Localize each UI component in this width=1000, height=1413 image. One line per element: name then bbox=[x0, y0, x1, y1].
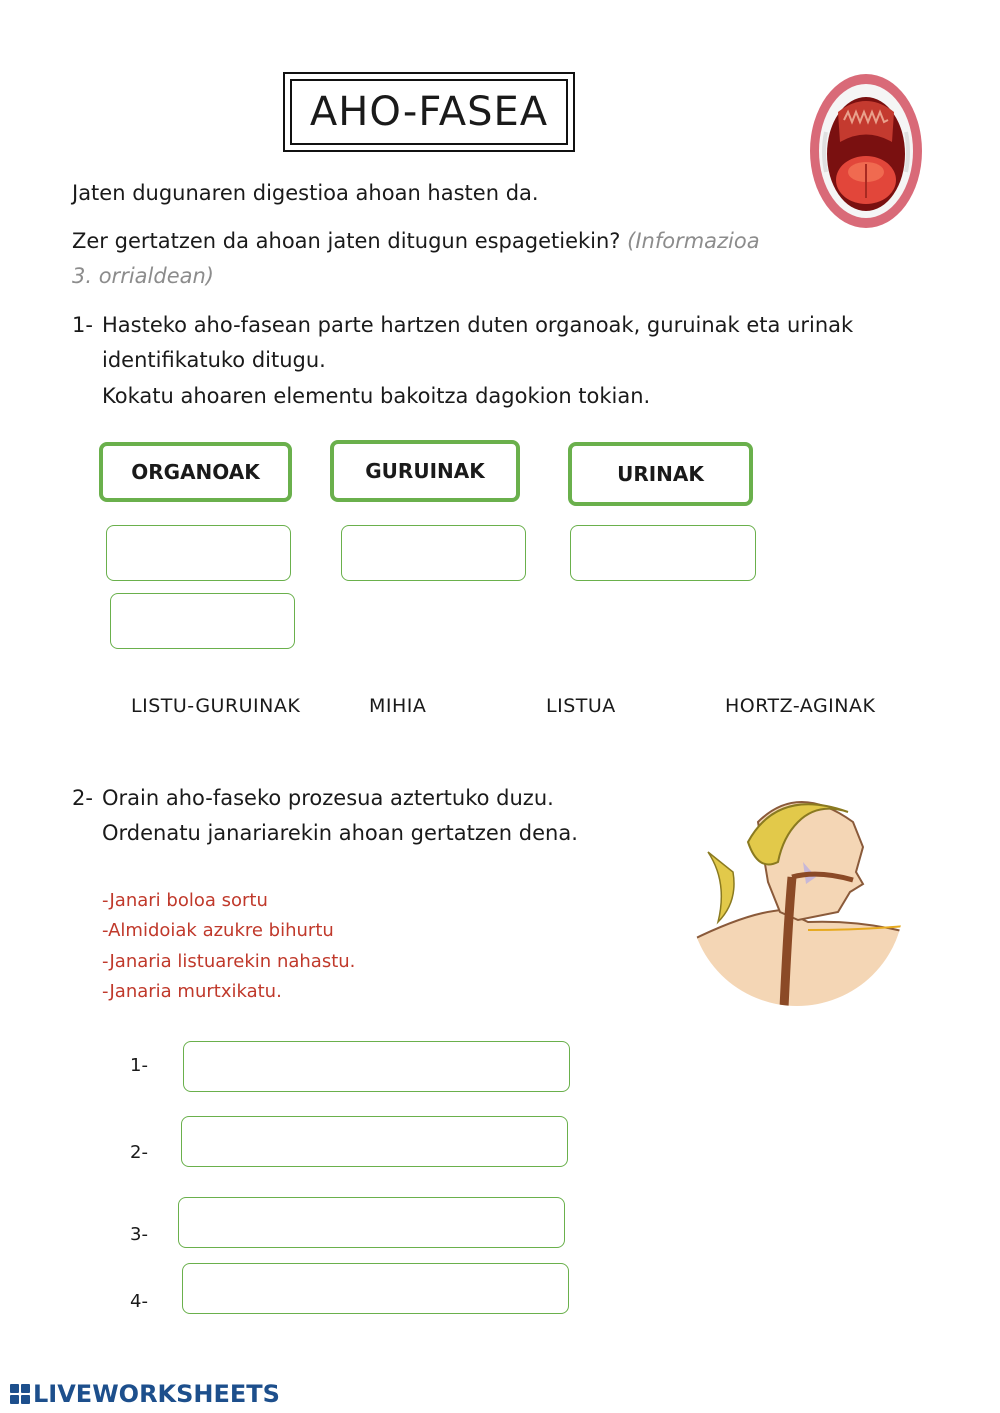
word-listu-guruinak[interactable]: LISTU-GURUINAK bbox=[131, 695, 301, 717]
section1-line1: Hasteko aho-fasean parte hartzen duten organoak, guruinak eta urinak bbox=[102, 313, 854, 337]
answer-number-1: 1- bbox=[130, 1055, 148, 1076]
section1-line3: Kokatu ahoaren elementu bakoitza dagokion tokian. bbox=[102, 384, 651, 408]
section2-number: 2- bbox=[72, 786, 93, 810]
option-4[interactable]: -Janaria murtxikatu. bbox=[102, 981, 282, 1002]
answer-box-4[interactable] bbox=[182, 1263, 569, 1314]
intro-question bbox=[72, 224, 760, 259]
intro-line: Jaten dugunaren digestioa ahoan hasten da. bbox=[72, 181, 539, 205]
title-frame bbox=[283, 72, 575, 152]
drop-zone-organoak-1[interactable] bbox=[106, 525, 291, 581]
section2-line1: Orain aho-faseko prozesua aztertuko duzu. bbox=[102, 786, 554, 810]
answer-box-2[interactable] bbox=[181, 1116, 568, 1167]
digestion-head-illustration bbox=[688, 792, 906, 1008]
logo-text: LIVEWORKSHEETS bbox=[33, 1380, 280, 1408]
answer-number-2: 2- bbox=[130, 1142, 148, 1163]
hint-text-continued: 3. orrialdean) bbox=[72, 264, 214, 288]
option-1[interactable]: -Janari boloa sortu bbox=[102, 890, 268, 911]
category-urinak: URINAK bbox=[568, 442, 753, 506]
page-title: AHO-FASEA bbox=[290, 79, 568, 145]
mouth-illustration bbox=[808, 72, 924, 230]
answer-box-3[interactable] bbox=[178, 1197, 565, 1248]
question-text: Zer gertatzen da ahoan jaten ditugun espagetiekin? bbox=[72, 229, 621, 253]
section1-number: 1- bbox=[72, 313, 93, 337]
drop-zone-urinak[interactable] bbox=[570, 525, 756, 581]
drop-zone-organoak-2[interactable] bbox=[110, 593, 295, 649]
word-listua[interactable]: LISTUA bbox=[546, 695, 616, 717]
word-hortz-aginak[interactable]: HORTZ-AGINAK bbox=[725, 695, 876, 717]
section1-line2: identifikatuko ditugu. bbox=[102, 348, 326, 372]
answer-number-4: 4- bbox=[130, 1291, 148, 1312]
category-organoak: ORGANOAK bbox=[99, 442, 292, 502]
word-mihia[interactable]: MIHIA bbox=[369, 695, 427, 717]
drop-zone-guruinak[interactable] bbox=[341, 525, 526, 581]
liveworksheets-logo bbox=[10, 1380, 280, 1408]
category-guruinak: GURUINAK bbox=[330, 440, 520, 502]
option-2[interactable]: -Almidoiak azukre bihurtu bbox=[102, 920, 334, 941]
logo-grid-icon bbox=[10, 1384, 30, 1404]
answer-number-3: 3- bbox=[130, 1224, 148, 1245]
answer-box-1[interactable] bbox=[183, 1041, 570, 1092]
option-3[interactable]: -Janaria listuarekin nahastu. bbox=[102, 951, 356, 972]
hint-text: (Informazioa bbox=[627, 229, 760, 253]
section2-line2: Ordenatu janariarekin ahoan gertatzen dena. bbox=[102, 821, 578, 845]
